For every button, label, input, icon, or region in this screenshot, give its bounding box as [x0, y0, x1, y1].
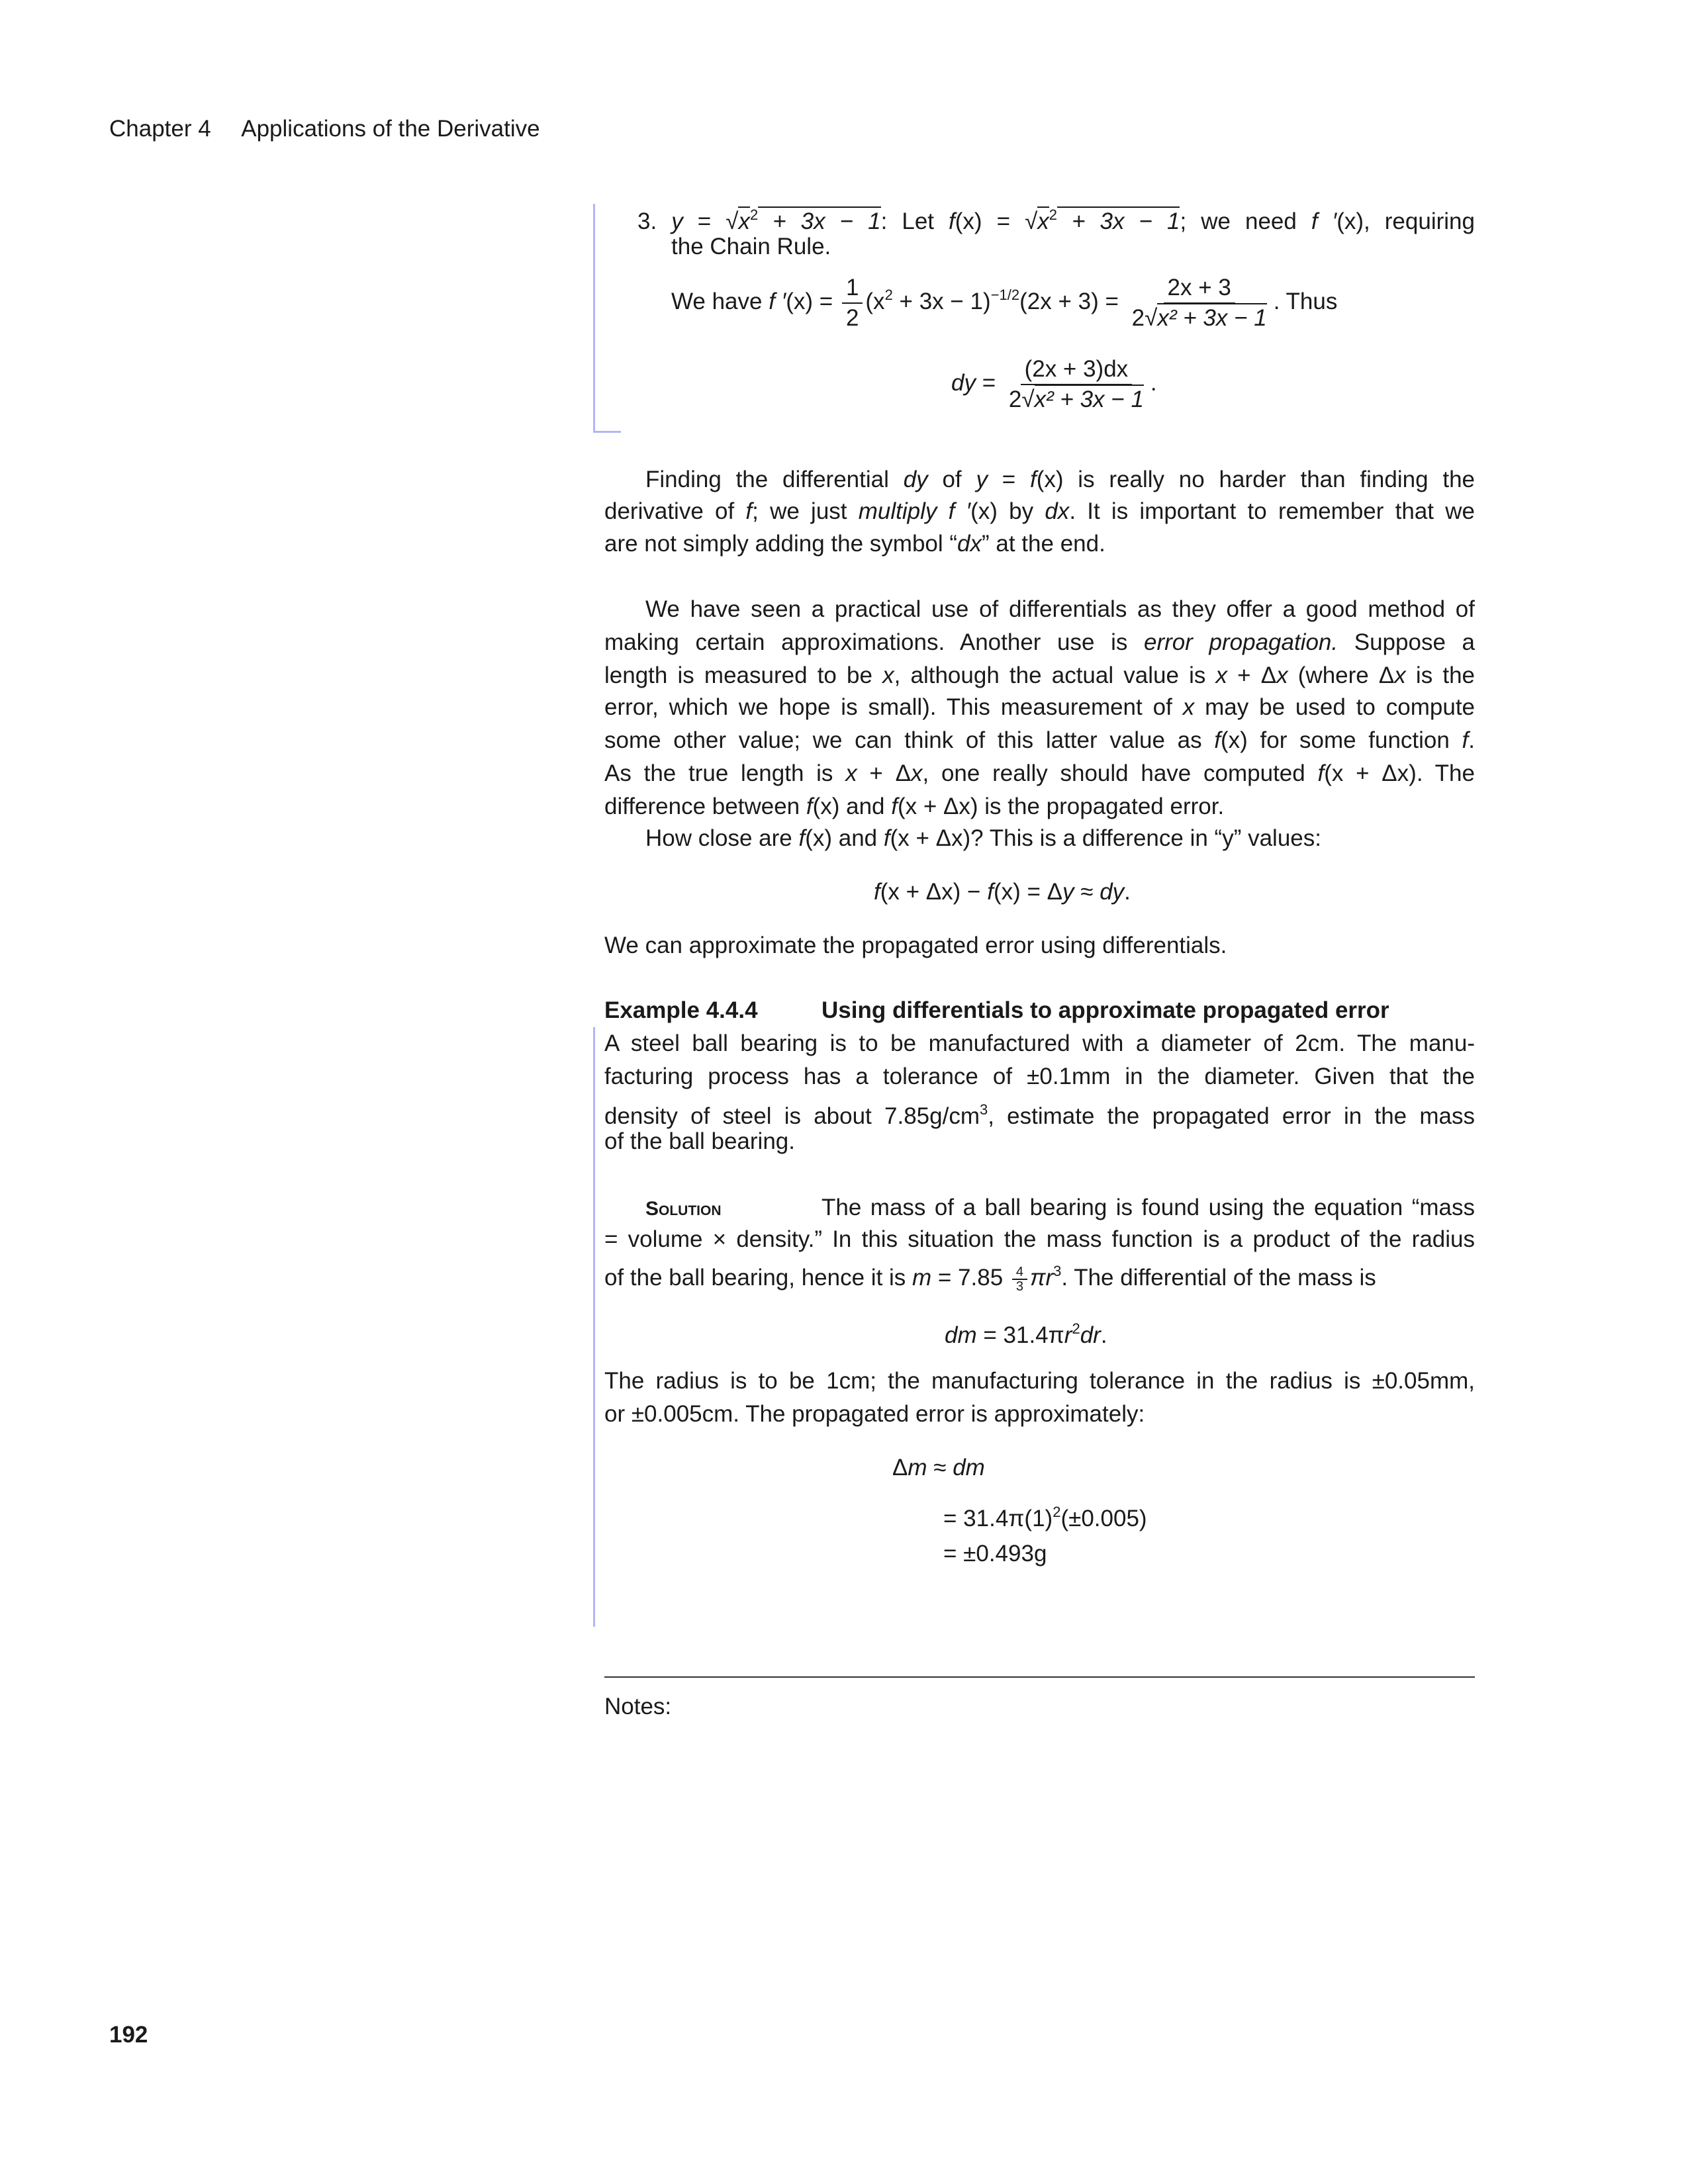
text-run: dr [1080, 1322, 1101, 1348]
text-run: + 3x − 1 [758, 206, 880, 234]
text-run: . The differential of the mass is [1061, 1265, 1376, 1291]
text-run: . [1468, 727, 1475, 753]
text-run: Example 4.4.4 [604, 997, 758, 1023]
text-run: x [911, 760, 923, 786]
text-run: , estimate the propagated error in the mass [988, 1103, 1475, 1129]
radicand: x² + 3x − 1 [1035, 385, 1144, 412]
running-header [109, 113, 540, 145]
text-run: ≈ [1074, 879, 1100, 905]
text-run: 2 [749, 206, 759, 223]
example-number [604, 995, 758, 1026]
text-run: . [1150, 370, 1157, 396]
text-run: We have [671, 289, 769, 314]
text-run: of the ball bearing. [604, 1128, 795, 1154]
paragraph-line [604, 692, 1475, 723]
chapter-number: Chapter 4 [109, 116, 211, 142]
text-run: We can approximate the propagated error using differentials. [604, 933, 1227, 958]
text-run: f [891, 794, 898, 819]
paragraph-line [604, 758, 1475, 790]
text-run: As the true length is [604, 760, 846, 786]
text-run: making certain approximations. Another use is [604, 629, 1144, 655]
text-run: r [1064, 1322, 1072, 1348]
text-run [937, 498, 948, 524]
text-run: (x + Δx) is the propagated error. [897, 794, 1225, 819]
denominator-text: 2√ [1131, 304, 1158, 331]
text-run: , one really should have computed [922, 760, 1318, 786]
text-run: (x [865, 289, 885, 314]
text-run: (x + Δx) − [880, 879, 988, 905]
text-run: −1/2 [990, 287, 1020, 303]
text-run: x [1182, 694, 1195, 720]
text-run: f [745, 498, 753, 524]
propagated-error-equation [874, 876, 1131, 908]
radicand: x² + 3x − 1 [1157, 303, 1266, 331]
text-run: Suppose a [1338, 629, 1475, 655]
text-run: m [908, 1455, 927, 1480]
text-run: length is measured to be [604, 662, 883, 688]
text-run: = √ [682, 208, 739, 234]
text-run: + 3x − 1 [1057, 206, 1180, 234]
text-run: (where Δ [1288, 662, 1395, 688]
text-run: = [987, 467, 1030, 492]
paragraph-line [604, 791, 1475, 823]
text-run: (x) and [805, 825, 884, 851]
text-run: Finding the differential [645, 467, 904, 492]
example-line [604, 1126, 1475, 1158]
text-run: = 31.4π(1) [943, 1506, 1053, 1531]
text-run: y [1062, 879, 1074, 905]
text-run: (x) = √ [955, 208, 1038, 234]
text-run: may be used to compute [1194, 694, 1476, 720]
example-margin-bar [593, 1027, 595, 1627]
text-run: x [1276, 662, 1288, 688]
text-run: How close are [645, 825, 799, 851]
text-run: some other value; we can think of this latter value as [604, 727, 1215, 753]
text-run: We have seen a practical use of differentials as they offer a good method of [645, 596, 1475, 622]
text-run: error propagation. [1144, 629, 1338, 655]
text-run: : Let [880, 208, 949, 234]
text-run: x [1394, 662, 1406, 688]
solution-item-3-line [671, 231, 831, 263]
text-run: x [738, 206, 750, 234]
page-number: 192 [109, 2022, 148, 2048]
text-run: 3 [1053, 1263, 1062, 1279]
text-run: = 7.85 [931, 1265, 1009, 1291]
text-run: facturing process has a tolerance of ±0.1mm in the diameter. Given that the [604, 1064, 1475, 1089]
text-run: . It is important to remember that we [1069, 498, 1475, 524]
text-run: y [976, 467, 988, 492]
notes-label: Notes: [604, 1694, 672, 1719]
text-run: x [1215, 662, 1228, 688]
text-run: of [927, 467, 976, 492]
text-run: The radius is to be 1cm; the manufacturing tolerance in the radius is ±0.05mm, [604, 1368, 1475, 1394]
text-run: . [1124, 879, 1131, 905]
text-run: (2x + 3) = [1019, 289, 1125, 314]
text-run: + 3x − 1) [892, 289, 991, 314]
paragraph-line [604, 528, 1475, 560]
text-run: dy [903, 467, 928, 492]
text-run: + Δ [857, 760, 911, 786]
text-run: (x + Δx). The [1324, 760, 1475, 786]
text-run: f [1214, 727, 1221, 753]
text-run: f [987, 879, 994, 905]
example-margin-foot [593, 431, 621, 433]
fraction-numerator: (2x + 3)dx [1021, 355, 1133, 385]
text-run: ” at the end. [982, 531, 1105, 557]
text-run: difference between [604, 794, 806, 819]
text-run: are not simply adding the symbol “ [604, 531, 958, 557]
paragraph-line [645, 464, 1475, 496]
text-run: m [912, 1265, 932, 1291]
text-run: or ±0.005cm. The propagated error is approximately: [604, 1401, 1145, 1427]
fraction-numerator: 1 [842, 273, 863, 304]
denominator-text: 3 [1015, 1279, 1024, 1294]
text-run: , although the actual value is [894, 662, 1216, 688]
text-run: 2 [1072, 1320, 1080, 1337]
text-run: dm [945, 1322, 977, 1348]
text-run: dy [951, 370, 976, 396]
text-run: 2 [1049, 206, 1058, 223]
solution-line [604, 1255, 1376, 1294]
text-run: = ±0.493g [943, 1541, 1047, 1567]
text-run: (x) by [970, 498, 1045, 524]
example-line [604, 1028, 1475, 1060]
error-equation-line [943, 1538, 1047, 1570]
text-run: multiply [858, 498, 937, 524]
text-run: Solution [645, 1198, 722, 1220]
text-run: dy [1100, 879, 1125, 905]
example-margin-bar [593, 204, 595, 433]
example-title [821, 995, 1389, 1026]
fraction [1012, 1265, 1027, 1293]
text-run: f [1317, 760, 1325, 786]
fraction-denominator [1128, 304, 1271, 333]
text-run: (x) = Δ [993, 879, 1063, 905]
text-run: (x), requiring [1336, 208, 1475, 234]
text-run: 3 [979, 1101, 988, 1118]
paragraph-line [604, 627, 1475, 659]
text-run: the Chain Rule. [671, 234, 831, 259]
dm-equation [945, 1313, 1107, 1351]
paragraph-line [604, 930, 1475, 962]
text-run: density of steel is about 7.85g/cm [604, 1103, 980, 1129]
text-run: f [874, 879, 880, 905]
text-run: x [845, 760, 857, 786]
text-run: dx [957, 531, 982, 557]
text-run: f [949, 208, 955, 234]
fraction-numerator: 4 [1012, 1265, 1027, 1280]
text-run: = [975, 370, 1002, 396]
text-run: 3. [637, 208, 672, 234]
paragraph-line [604, 725, 1475, 756]
text-run: . [1100, 1322, 1107, 1348]
text-run: = 31.4π [976, 1322, 1064, 1348]
chapter-title: Applications of the Derivative [241, 116, 540, 142]
solution-line [604, 1224, 1475, 1255]
fraction-denominator [1005, 385, 1148, 414]
paragraph-line [604, 660, 1475, 692]
solution-line [821, 1192, 1475, 1224]
text-run: is the [1405, 662, 1476, 688]
denominator-text: 2√ [1008, 386, 1035, 412]
text-run: f [1029, 467, 1037, 492]
text-run: ; we just [752, 498, 859, 524]
text-run: x [882, 662, 894, 688]
text-run: . Thus [1273, 289, 1338, 314]
differential-equation [951, 347, 1157, 419]
paragraph-line [645, 594, 1475, 625]
solution-line [604, 1365, 1475, 1397]
text-run: f [883, 825, 890, 851]
fraction-numerator: 2x + 3 [1164, 273, 1235, 304]
text-run: πr [1030, 1265, 1054, 1291]
text-run: (x) = [786, 289, 839, 314]
text-run: derivative of [604, 498, 746, 524]
denominator-text: 2 [845, 304, 859, 331]
text-run: f [1462, 727, 1469, 753]
example-line [604, 1061, 1475, 1093]
text-run: y [671, 208, 683, 234]
text-run: f [798, 825, 806, 851]
text-run: (x) for some function [1221, 727, 1462, 753]
paragraph-line [604, 496, 1475, 527]
text-run: Δ [892, 1455, 908, 1480]
error-equation-line [943, 1496, 1147, 1535]
text-run: error, which we hope is small). This measurement of [604, 694, 1183, 720]
text-run: f [806, 794, 813, 819]
text-run: (x) and [812, 794, 892, 819]
text-run: f ′ [769, 289, 786, 314]
paragraph-line [645, 823, 1321, 854]
text-run: of the ball bearing, hence it is [604, 1265, 913, 1291]
text-run: (x) is really no harder than finding the [1036, 467, 1475, 492]
text-run: The mass of a ball bearing is found using the equation “mass [821, 1195, 1475, 1220]
text-run: dm [953, 1455, 985, 1480]
solution-line [604, 1398, 1475, 1430]
text-run: A steel ball bearing is to be manufactured with a diameter of 2cm. The manu- [604, 1030, 1475, 1056]
text-run: 2 [884, 287, 893, 303]
fraction-denominator [842, 304, 863, 333]
text-run: = volume × density.” In this situation the mass function is a product of the radius [604, 1226, 1475, 1252]
text-run: Using differentials to approximate propagated error [821, 997, 1389, 1023]
text-run: 2 [1053, 1504, 1061, 1520]
text-run: ≈ [927, 1455, 953, 1480]
text-run: + Δ [1227, 662, 1277, 688]
error-equation-line [892, 1452, 985, 1484]
text-run: dx [1045, 498, 1070, 524]
fraction [842, 273, 863, 333]
text-run: f ′ [948, 498, 971, 524]
solution-label [645, 1192, 722, 1225]
fraction [1005, 355, 1148, 414]
text-run: (±0.005) [1060, 1506, 1147, 1531]
fraction-denominator [1012, 1280, 1027, 1293]
fraction [1128, 273, 1271, 333]
text-run: (x + Δx)? This is a difference in “y” values: [890, 825, 1321, 851]
notes-divider [604, 1676, 1475, 1678]
derivative-equation [671, 259, 1337, 338]
text-run: ; we need [1180, 208, 1311, 234]
text-run: f ′ [1311, 208, 1337, 234]
text-run: x [1037, 206, 1049, 234]
